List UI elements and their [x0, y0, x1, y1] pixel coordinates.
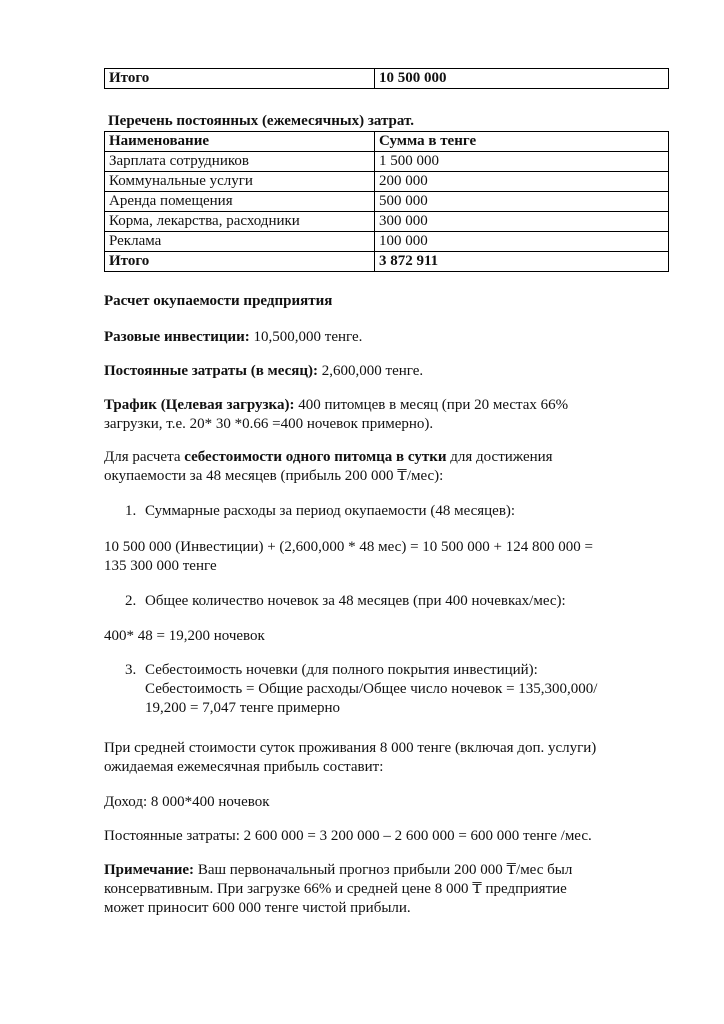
table-row — [105, 172, 669, 192]
cost-name: Зарплата сотрудников — [105, 152, 375, 172]
avg-cost-line: ожидаемая ежемесячная прибыль составит: — [104, 759, 384, 775]
avg-cost-line: При средней стоимости суток проживания 8 000 тенге (включая доп. услуги) — [104, 740, 597, 756]
table-row — [105, 192, 669, 212]
cost-name: Аренда помещения — [105, 192, 375, 212]
list-text: Общее количество ночевок за 48 месяцев (при 400 ночевках/мес): — [145, 593, 566, 609]
cost-value: 500 000 — [375, 192, 669, 212]
note-text: Ваш первоначальный прогноз прибыли 200 000 ₸/мес был — [194, 862, 573, 878]
cost-value: 200 000 — [375, 172, 669, 192]
calc-intro-line2: окупаемости за 48 месяцев (прибыль 200 000 ₸/мес): — [104, 468, 444, 484]
fixed-costs-table — [104, 131, 669, 272]
table-row — [105, 152, 669, 172]
list-item — [125, 661, 685, 718]
formula-total-expenses — [104, 538, 684, 576]
costs-total-label: Итого — [105, 252, 375, 272]
section-title: Расчет окупаемости предприятия — [104, 293, 333, 309]
fixed-costs-paragraph — [104, 362, 684, 381]
column-header-sum: Сумма в тенге — [375, 132, 669, 152]
list-number: 2. — [125, 593, 137, 609]
calc-intro-paragraph — [104, 448, 684, 486]
note-text: может приносит 600 000 тенге чистой прибыли. — [104, 900, 411, 916]
calc-intro-bold: себестоимости одного питомца в сутки — [184, 449, 447, 465]
calc-intro-post: для достижения — [446, 449, 553, 465]
list-number: 1. — [125, 503, 137, 519]
investments-paragraph — [104, 328, 684, 347]
cost-value: 100 000 — [375, 232, 669, 252]
traffic-text-2: загрузки, т.е. 20* 30 *0.66 =400 ночевок примерно). — [104, 416, 434, 432]
calc-intro-pre: Для расчета — [104, 449, 185, 465]
table-header-row — [105, 132, 669, 152]
list-text: 19,200 = 7,047 тенге примерно — [145, 700, 341, 716]
note-paragraph — [104, 861, 684, 918]
traffic-label: Трафик (Целевая загрузка): — [104, 397, 295, 413]
table-total-row — [105, 252, 669, 272]
cost-value: 300 000 — [375, 212, 669, 232]
formula-line: 10 500 000 (Инвестиции) + (2,600,000 * 48 мес) = 10 500 000 + 124 800 000 = — [104, 539, 593, 555]
fixed-costs-label: Постоянные затраты (в месяц): — [104, 363, 319, 379]
cost-name: Коммунальные услуги — [105, 172, 375, 192]
total-label: Итого — [105, 69, 375, 89]
fixed-costs-line: Постоянные затраты: 2 600 000 = 3 200 000 – 2 600 000 = 600 000 тенге /мес. — [104, 828, 592, 844]
cost-name: Реклама — [105, 232, 375, 252]
list-text: Суммарные расходы за период окупаемости (48 месяцев): — [145, 503, 516, 519]
formula-line: 135 300 000 тенге — [104, 558, 217, 574]
table-row — [105, 69, 669, 89]
investment-total-table — [104, 68, 669, 89]
income-line: Доход: 8 000*400 ночевок — [104, 794, 270, 810]
cost-value: 1 500 000 — [375, 152, 669, 172]
list-item — [125, 592, 685, 611]
traffic-text-1: 400 питомцев в месяц (при 20 местах 66% — [294, 397, 569, 413]
list-number: 3. — [125, 662, 137, 678]
traffic-paragraph — [104, 396, 684, 434]
list-text: Себестоимость ночевки (для полного покрытия инвестиций): — [145, 662, 538, 678]
costs-table-title: Перечень постоянных (ежемесячных) затрат. — [108, 113, 414, 129]
costs-total-value: 3 872 911 — [375, 252, 669, 272]
avg-cost-paragraph — [104, 739, 684, 777]
fixed-costs-text: 2,600,000 тенге. — [318, 363, 424, 379]
formula-nights: 400* 48 = 19,200 ночевок — [104, 628, 265, 644]
note-label: Примечание: — [104, 862, 195, 878]
column-header-name: Наименование — [105, 132, 375, 152]
list-text: Себестоимость = Общие расходы/Общее число ночевок = 135,300,000/ — [145, 681, 598, 697]
table-row — [105, 212, 669, 232]
investments-label: Разовые инвестиции: — [104, 329, 250, 345]
table-row — [105, 232, 669, 252]
investments-text: 10,500,000 тенге. — [249, 329, 363, 345]
cost-name: Корма, лекарства, расходники — [105, 212, 375, 232]
total-value: 10 500 000 — [375, 69, 669, 89]
list-item — [125, 502, 685, 521]
note-text: консервативным. При загрузке 66% и средней цене 8 000 ₸ предприятие — [104, 881, 567, 897]
